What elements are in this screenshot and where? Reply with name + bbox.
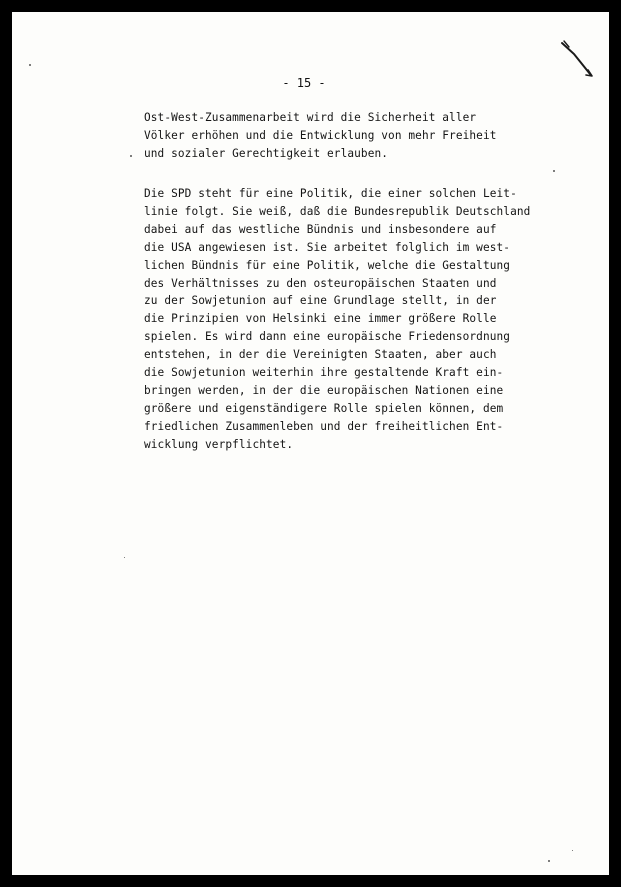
text-line: und sozialer Gerechtigkeit erlauben. [144,146,389,160]
text-line: zu der Sowjetunion auf eine Grundlage stellt, in der [144,294,497,308]
text-line: Völker erhöhen und die Entwicklung von mehr Freiheit [144,128,497,142]
paragraph-2 [144,185,530,454]
scan-speck [553,170,555,172]
text-line: die Sowjetunion weiterhin ihre gestaltende Kraft ein- [144,366,504,380]
text-line: wicklung verpflichtet. [144,437,294,451]
text-line: die Prinzipien von Helsinki eine immer größere Rolle [144,312,497,326]
text-line: des Verhältnisses zu den osteuropäischen Staaten und [144,276,497,290]
paragraph-1 [144,109,497,163]
scan-speck [124,557,125,558]
text-line: bringen werden, in der die europäischen Nationen eine [144,383,504,397]
text-line: Die SPD steht für eine Politik, die einer solchen Leit- [144,187,517,200]
scan-speck [548,860,550,862]
text-line: friedlichen Zusammenleben und der freiheitlichen Ent- [144,419,504,433]
text-line: Ost-West-Zusammenarbeit wird die Sicherheit aller [144,111,477,124]
text-line: linie folgt. Sie weiß, daß die Bundesrepublik Deutschland [144,204,531,218]
page-number: - 15 - [282,76,326,90]
pen-stroke-mark [560,40,594,80]
scan-speck [29,64,31,66]
text-line: spielen. Es wird dann eine europäische Friedensordnung [144,330,511,344]
scan-speck [572,850,573,851]
text-line: dabei auf das westliche Bündnis und insbesondere auf [144,222,497,236]
text-line: größere und eigenständigere Rolle spielen können, dem [144,401,504,415]
text-line: entstehen, in der die Vereinigten Staaten, aber auch [144,348,497,362]
document-page [12,12,609,875]
text-line: lichen Bündnis für eine Politik, welche die Gestaltung [144,258,511,272]
scan-speck [130,155,132,157]
text-line: die USA angewiesen ist. Sie arbeitet folglich im west- [144,240,511,254]
